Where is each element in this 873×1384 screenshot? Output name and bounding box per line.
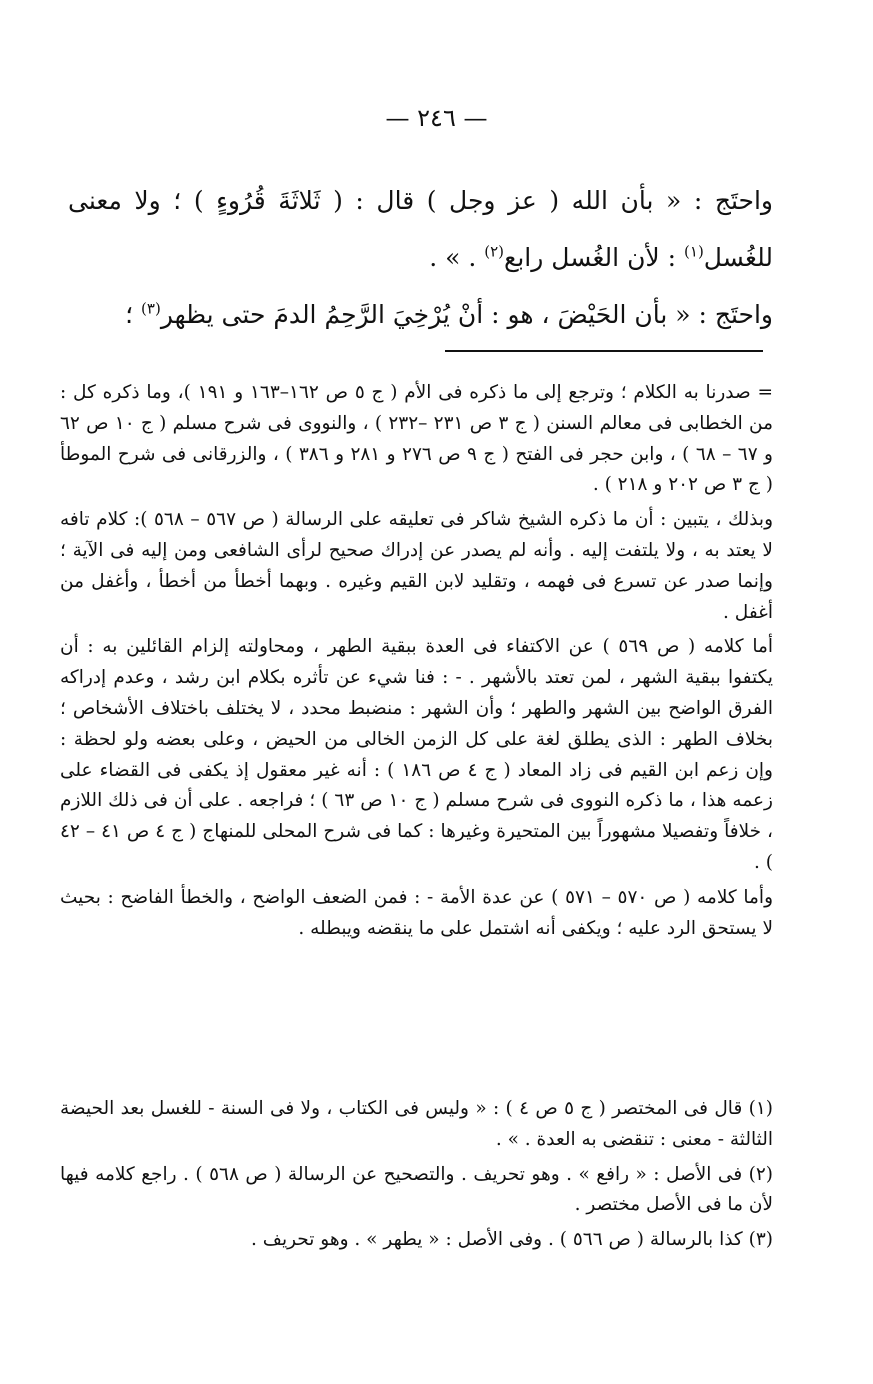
main-paragraph-1 [68, 172, 773, 286]
note-paragraph-4: وأما كلامه ( ص ٥٧٠ – ٥٧١ ) عن عدة الأمة - : فمن الضعف الواضح ، والخطأ الفاضح : بحيث لا يستحق الرد عليه ؛ ويكفى أنه اشتمل على ما ينقضه ويبطله . [60, 886, 773, 939]
note-paragraph-2: وبذلك ، يتبين : أن ما ذكره الشيخ شاكر فى تعليقه على الرسالة ( ص ٥٦٧ – ٥٦٨ ): كلام تافه لا يعتد به ، ولا يلتفت إليه . وأنه لم يصدر عن إدراك صحيح لرأى الشافعى ومن إليه فى الآية ؛ وإنما صدر عن تسرع فى فهمه ، وتقليد لابن القيم وغيره . وبهما أخطأ من أخطأ ، وأغفل من أغفل . [60, 509, 773, 623]
footnote-2: (٢) فى الأصل : « رافع » . وهو تحريف . والتصحيح عن الرسالة ( ص ٥٦٨ ) . راجع كلامه فيها لأن ما فى الأصل مختصر . [60, 1163, 774, 1216]
main-text [68, 172, 773, 343]
note-paragraph-3: أما كلامه ( ص ٥٦٩ ) عن الاكتفاء فى العدة ببقية الطهر ، ومحاولته إلزام القائلين به : أن يكتفوا ببقية الشهر ، لمن تعتد بالأشهر . - : فنا شيء عن تأثره بكلام ابن رشد ، وعدم إدراكه الفرق الواضح بين الشهر والطهر ؛ وأن الشهر : منضبط محدد ، لا يختلف باختلاف الأشخاص ؛ بخلاف الطهر : الذى يطلق لغة على كل الزمن الخالى من الحيض ، وعلى بعضه ولو لحظة : وإن زعم ابن القيم فى زاد المعاد ( ج ٤ ص ١٨٦ ) : أنه غير معقول إذ يكفى فى القضاء على زعمه هذا ، ما ذكره النووى فى شرح مسلم ( ج ١٠ ص ٦٣ ) ؛ فراجعه . على أن فى ذلك اللازم ، خلافاً وتفصيلا مشهوراً بين المتحيرة وغيرها : كما فى شرح المحلى للمنهاج ( ج ٤ ص ٤١ – ٤٢ ) . [60, 636, 773, 873]
main-paragraph-1-text: واحتَج : « بأن الله ( عز وجل ) قال : ( ثَلاثَةَ قُرُوءٍ ) ؛ ولا معنى للغُسل [68, 186, 773, 272]
footnote-divider [445, 350, 763, 352]
page-number: — ٢٤٦ — [385, 104, 488, 132]
footnote-ref-3: (٣) [141, 299, 161, 318]
note-paragraph-1: = صدرنا به الكلام ؛ وترجع إلى ما ذكره فى الأم ( ج ٥ ص ١٦٢–١٦٣ و ١٩١ )، وما ذكره كل : من الخطابى فى معالم السنن ( ج ٣ ص ٢٣١ –٢٣٢ ) ، والنووى فى شرح مسلم ( ج ١٠ ص ٦٢ و ٦٧ – ٦٨ ) ، وابن حجر فى الفتح ( ج ٩ ص ٢٧٦ و ٢٨١ و ٣٨٦ ) ، والزرقانى فى شرح الموطأ ( ج ٣ ص ٢٠٢ و ٢١٨ ) . [60, 382, 773, 496]
footnote-1: (١) قال فى المختصر ( ج ٥ ص ٤ ) : « وليس فى الكتاب ، ولا فى السنة - للغسل بعد الحيضة الثالثة - معنى : تنقضى به العدة . » . [60, 1098, 773, 1150]
footnote-ref-1: (١) [684, 242, 704, 261]
main-paragraph-1-tail: : لأن الغُسل رابع [504, 243, 677, 272]
main-paragraph-2 [68, 286, 773, 343]
main-paragraph-2-text: واحتَج : « بأن الحَيْضَ ، هو : أنْ يُرْخِيَ الرَّحِمُ الدمَ حتى يظهر [160, 300, 773, 329]
main-paragraph-2-end: ؛ [125, 300, 134, 329]
footnote-ref-2: (٢) [484, 242, 505, 261]
continued-notes [60, 378, 773, 944]
main-paragraph-1-end: . » . [429, 243, 477, 272]
footnotes [60, 1094, 773, 1260]
footnote-3: (٣) كذا بالرسالة ( ص ٥٦٦ ) . وفى الأصل : « يطهر » . وهو تحريف . [251, 1229, 773, 1251]
